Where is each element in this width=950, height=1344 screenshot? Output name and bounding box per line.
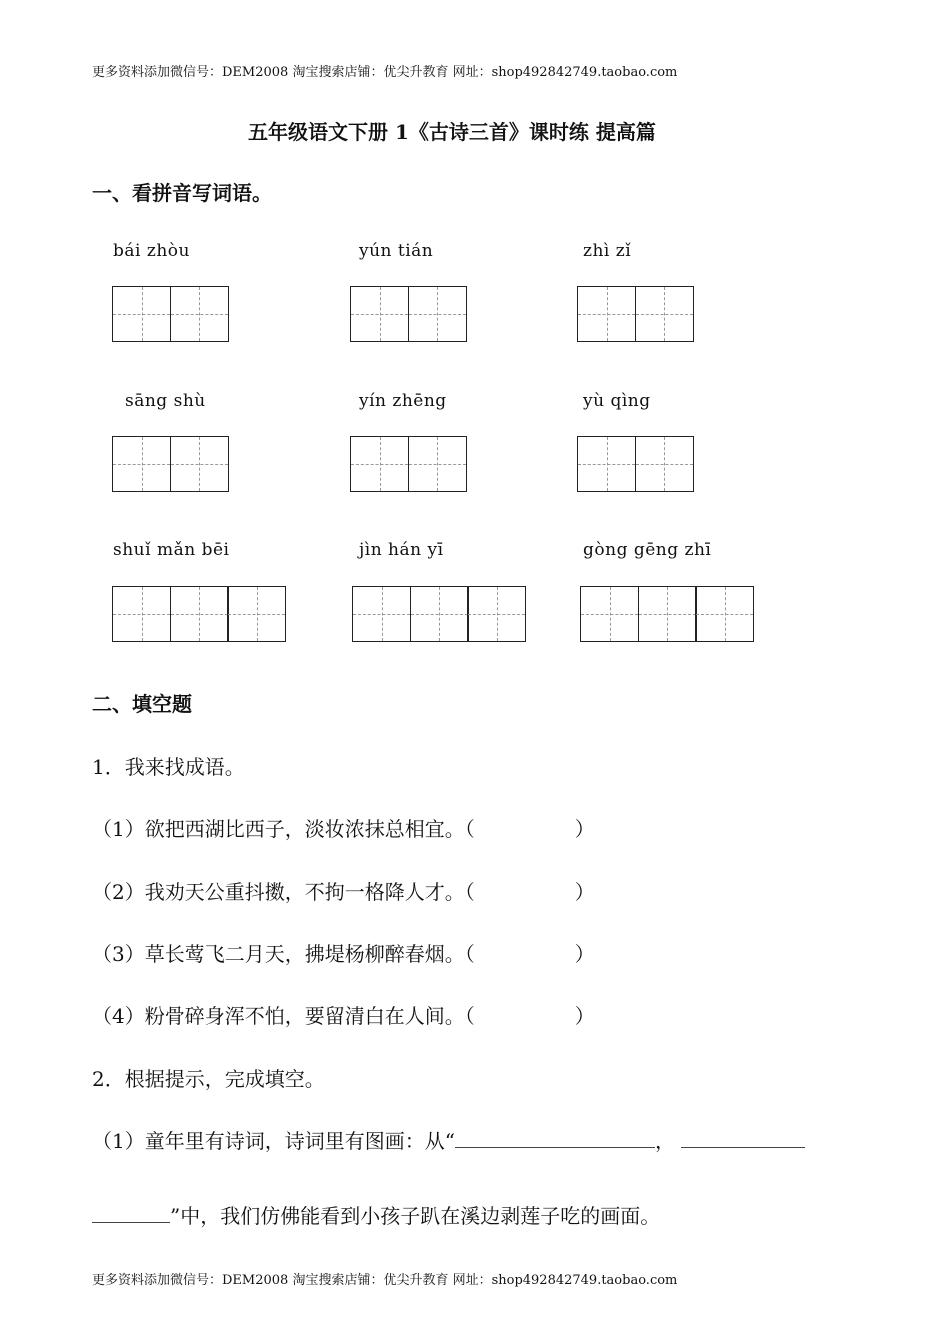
- writing-cell[interactable]: [410, 586, 469, 642]
- page-footer: 更多资料添加微信号：DEM2008 淘宝搜索店铺：优尖升教育 网址：shop492842749.taobao.com: [92, 1273, 678, 1288]
- question-1-title: 1．我来找成语。: [92, 755, 245, 779]
- answer-blank[interactable]: [92, 1204, 170, 1223]
- question-text: （1）欲把西湖比西子，淡妆浓抹总相宜。（: [92, 817, 475, 841]
- answer-blank[interactable]: [681, 1129, 805, 1148]
- writing-cell[interactable]: [580, 586, 639, 642]
- writing-cell[interactable]: [635, 436, 694, 492]
- page-header: 更多资料添加微信号：DEM2008 淘宝搜索店铺：优尖升教育 网址：shop492842749.taobao.com: [92, 65, 678, 80]
- writing-grid[interactable]: [352, 586, 526, 642]
- pinyin-label: sāng shù: [125, 391, 206, 411]
- close-paren: ）: [574, 880, 595, 904]
- pinyin-label: shuǐ mǎn bēi: [113, 540, 230, 560]
- question-2-title: 2．根据提示，完成填空。: [92, 1067, 325, 1091]
- comma: ，: [654, 1129, 675, 1153]
- writing-grid[interactable]: [350, 436, 467, 492]
- writing-cell[interactable]: [350, 286, 409, 342]
- pinyin-label: jìn hán yī: [359, 540, 444, 560]
- writing-cell[interactable]: [695, 586, 754, 642]
- pinyin-label: bái zhòu: [113, 241, 190, 261]
- writing-grid[interactable]: [112, 436, 229, 492]
- question-text: （1）童年里有诗词，诗词里有图画：从“: [92, 1129, 455, 1153]
- writing-cell[interactable]: [408, 286, 467, 342]
- page-title: 五年级语文下册 1《古诗三首》课时练 提高篇: [248, 120, 656, 144]
- close-paren: ）: [574, 942, 595, 966]
- writing-cell[interactable]: [227, 586, 286, 642]
- idiom-question: [92, 938, 595, 967]
- section-1-heading: 一、看拼音写词语。: [92, 181, 272, 205]
- writing-cell[interactable]: [170, 286, 229, 342]
- writing-cell[interactable]: [112, 286, 171, 342]
- writing-grid[interactable]: [580, 586, 754, 642]
- writing-cell[interactable]: [467, 586, 526, 642]
- idiom-question: [92, 876, 595, 905]
- question-text: （4）粉骨碎身浑不怕，要留清白在人间。（: [92, 1004, 475, 1028]
- close-paren: ）: [574, 1004, 595, 1028]
- pinyin-label: gòng gēng zhī: [583, 540, 712, 560]
- idiom-question: [92, 813, 595, 842]
- idiom-question: [92, 1000, 595, 1029]
- section-2-heading: 二、填空题: [92, 692, 192, 716]
- writing-grid[interactable]: [577, 436, 694, 492]
- writing-cell[interactable]: [350, 436, 409, 492]
- question-text: （2）我劝天公重抖擞，不拘一格降人才。（: [92, 880, 475, 904]
- fill-line-2: [92, 1200, 660, 1229]
- fill-line-1: [92, 1125, 805, 1154]
- writing-cell[interactable]: [170, 436, 229, 492]
- pinyin-label: zhì zǐ: [583, 241, 632, 261]
- pinyin-label: yín zhēng: [359, 391, 447, 411]
- pinyin-label: yù qìng: [583, 391, 651, 411]
- writing-cell[interactable]: [112, 586, 171, 642]
- writing-cell[interactable]: [638, 586, 697, 642]
- writing-cell[interactable]: [352, 586, 411, 642]
- writing-grid[interactable]: [112, 586, 286, 642]
- writing-cell[interactable]: [577, 436, 636, 492]
- close-paren: ）: [574, 817, 595, 841]
- question-text: （3）草长莺飞二月天，拂堤杨柳醉春烟。（: [92, 942, 475, 966]
- writing-grid[interactable]: [350, 286, 467, 342]
- writing-cell[interactable]: [635, 286, 694, 342]
- pinyin-label: yún tián: [359, 241, 434, 261]
- writing-cell[interactable]: [112, 436, 171, 492]
- writing-cell[interactable]: [408, 436, 467, 492]
- answer-blank[interactable]: [455, 1129, 655, 1148]
- writing-cell[interactable]: [577, 286, 636, 342]
- question-text: ”中，我们仿佛能看到小孩子趴在溪边剥莲子吃的画面。: [170, 1204, 661, 1228]
- writing-grid[interactable]: [577, 286, 694, 342]
- writing-grid[interactable]: [112, 286, 229, 342]
- writing-cell[interactable]: [170, 586, 229, 642]
